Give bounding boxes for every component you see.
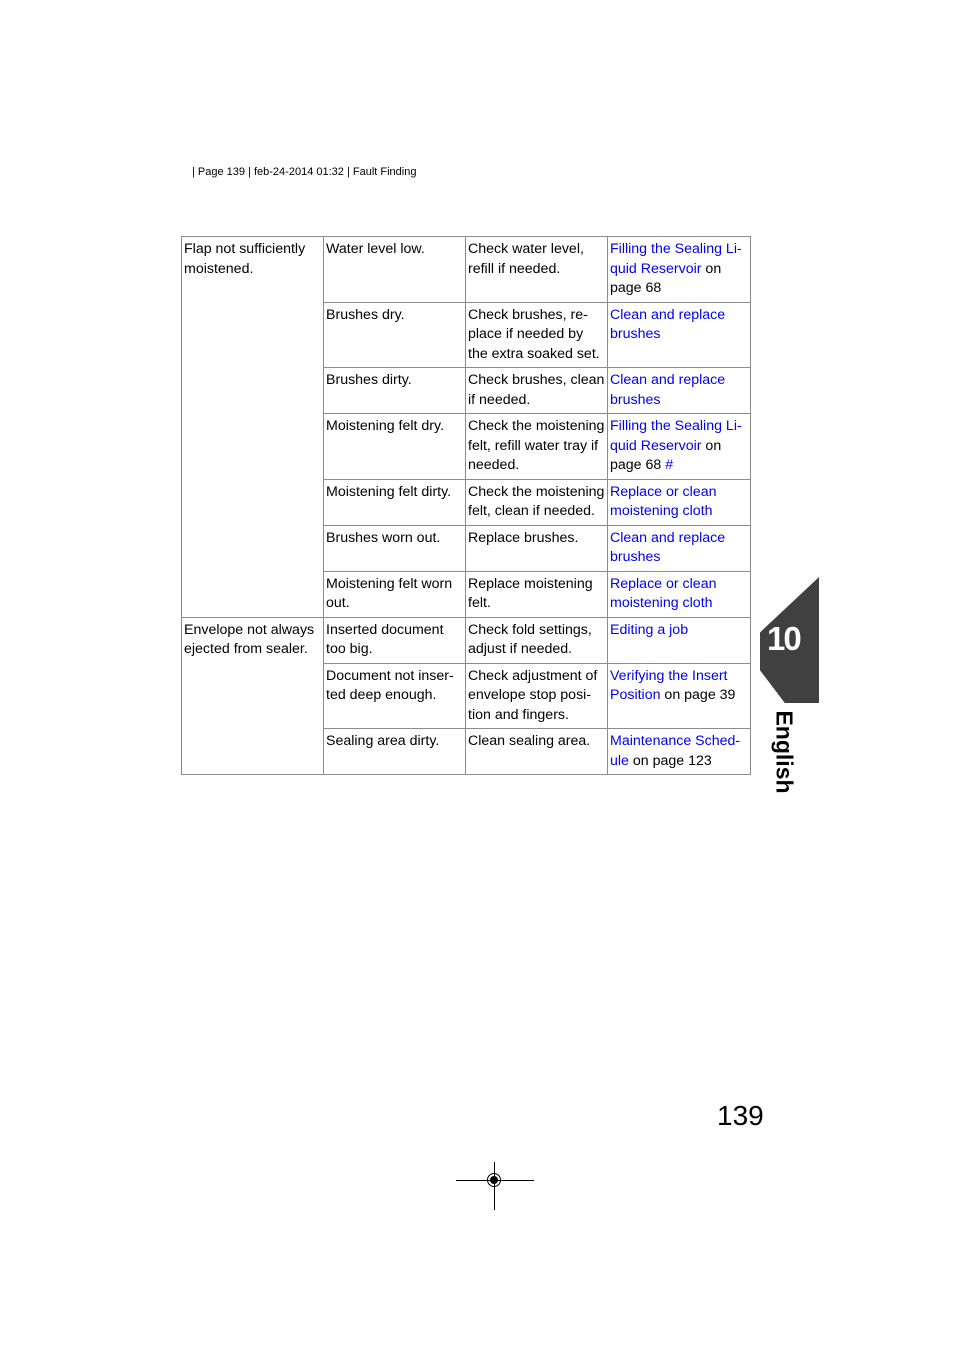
language-label: English <box>771 710 798 794</box>
problem-cell: Flap not sufficiently moistened. <box>182 237 324 618</box>
action-cell: Check brushes, clean if needed. <box>466 368 608 414</box>
action-cell: Clean sealing area. <box>466 729 608 775</box>
action-cell: Replace brushes. <box>466 525 608 571</box>
action-cell: Check the moistening felt, refill water tray if needed. <box>466 414 608 480</box>
reference-cell <box>608 729 751 775</box>
reference-cell <box>608 414 751 480</box>
reference-page: on page 39 <box>660 687 736 703</box>
action-cell: Check fold settings, adjust if needed. <box>466 617 608 663</box>
reference-page: on page 68 <box>610 437 722 473</box>
action-cell: Check water level, refill if needed. <box>466 237 608 303</box>
page-header: | Page 139 | feb-24-2014 01:32 | Fault Finding <box>192 166 417 178</box>
table-row <box>182 237 751 303</box>
action-cell: Replace moistening felt. <box>466 571 608 617</box>
reference-page: on page 68 <box>610 260 722 296</box>
hash-link[interactable]: # <box>665 457 674 473</box>
page-number: 139 <box>717 1100 764 1131</box>
cause-cell: Sealing area dirty. <box>324 729 466 775</box>
cause-cell: Moistening felt dry. <box>324 414 466 480</box>
reference-link[interactable]: Replace or clean moistening cloth <box>610 575 717 611</box>
table-row <box>182 617 751 663</box>
reference-link[interactable]: Clean and replace brushes <box>610 306 726 342</box>
cause-cell: Brushes dry. <box>324 302 466 368</box>
reference-cell <box>608 302 751 368</box>
reference-link[interactable]: Maintenance Sched-ule <box>610 733 741 769</box>
reference-link[interactable]: Filling the Sealing Li-quid Reservoir <box>610 418 742 454</box>
cause-cell: Document not inser-ted deep enough. <box>324 663 466 729</box>
problem-cell: Envelope not always ejected from sealer. <box>182 617 324 775</box>
reference-cell <box>608 479 751 525</box>
reference-link[interactable]: Filling the Sealing Li-quid Reservoir <box>610 241 742 277</box>
reference-cell <box>608 368 751 414</box>
reference-cell <box>608 237 751 303</box>
reference-cell <box>608 663 751 729</box>
cause-cell: Inserted document too big. <box>324 617 466 663</box>
chapter-number: 10 <box>767 620 800 657</box>
reference-link[interactable]: Clean and replace brushes <box>610 372 726 408</box>
action-cell: Check the moistening felt, clean if needed. <box>466 479 608 525</box>
reference-page: on page 123 <box>628 752 712 769</box>
reference-link[interactable]: Replace or clean moistening cloth <box>610 483 717 519</box>
reference-link[interactable]: Editing a job <box>610 621 689 638</box>
cause-cell: Water level low. <box>324 237 466 303</box>
reference-link[interactable]: Verifying the Insert Position <box>610 667 728 703</box>
reference-cell <box>608 617 751 663</box>
action-cell: Check adjustment of envelope stop posi-tion and fingers. <box>466 663 608 729</box>
cause-cell: Moistening felt dirty. <box>324 479 466 525</box>
fault-finding-table <box>181 236 751 775</box>
reference-cell <box>608 571 751 617</box>
reference-cell <box>608 525 751 571</box>
cause-cell: Moistening felt worn out. <box>324 571 466 617</box>
reference-link[interactable]: Clean and replace brushes <box>610 529 726 565</box>
cause-cell: Brushes worn out. <box>324 525 466 571</box>
cause-cell: Brushes dirty. <box>324 368 466 414</box>
action-cell: Check brushes, re-place if needed by the extra soaked set. <box>466 302 608 368</box>
